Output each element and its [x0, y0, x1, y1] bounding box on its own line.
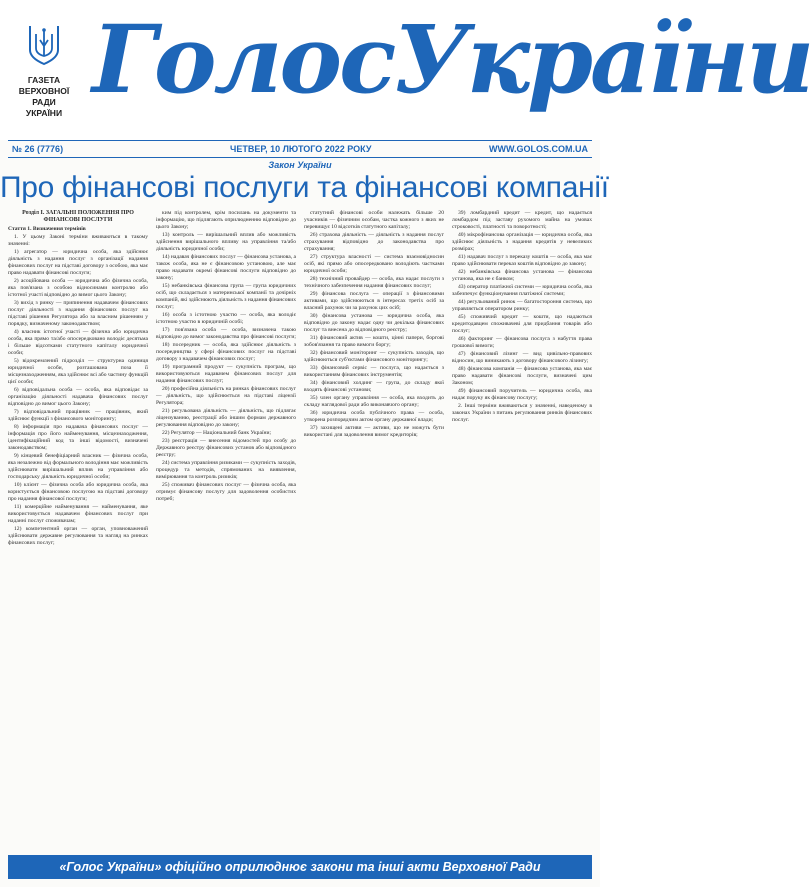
- article-paragraph: Розділ I. ЗАГАЛЬНІ ПОЛОЖЕННЯ ПРО ФІНАНСОВІ ПОСЛУГИ: [22, 210, 134, 223]
- text-column: [156, 210, 296, 850]
- publisher-line: УКРАЇНИ: [25, 108, 63, 118]
- article-paragraph: 41) надавач послуг з переказу коштів — особа, яка має право здійснювати переказ коштів відповідно до закону;: [452, 254, 592, 267]
- article-paragraph: 17) пов'язана особа — особа, визначена такою відповідно до вимог законодавства про фінансові послуги;: [156, 327, 296, 340]
- article-paragraph: 1) агрегатор — юридична особа, яка здійснює діяльність з надання послуг з організації надання фінансових послуг на підставі договору з особою, яка має право надавати фінансові послуги;: [8, 249, 148, 276]
- article-paragraph: 12) компетентний орган — орган, уповноважений здійснювати державне регулювання та нагляд на ринках фінансових послуг;: [8, 526, 148, 546]
- article-paragraph: 45) споживчий кредит — кошти, що надаються кредитодавцем споживачеві для придбання товарів або послуг;: [452, 314, 592, 334]
- article-paragraph: 2) асоційована особа — юридична або фізична особа, яка пов'язана з особою відносинами контролю або істотної участі відповідно до вимог цього Закону;: [8, 278, 148, 298]
- article-paragraph: 49) фінансовий поручитель — юридична особа, яка надає поруку як фінансову послугу;: [452, 388, 592, 401]
- article-paragraph: 10) клієнт — фізична особа або юридична особа, яка користується фінансовою послугою на підставі договору про надання фінансової послуги;: [8, 482, 148, 502]
- article-paragraph: 20) професійна діяльність на ринках фінансових послуг — діяльність, що здійснюється на підставі ліцензії Регулятора;: [156, 386, 296, 406]
- article-paragraph: 46) факторинг — фінансова послуга з набуття права грошової вимоги;: [452, 336, 592, 349]
- article-body: [8, 210, 592, 850]
- article-paragraph: 24) система управління ризиками — сукупність заходів, процедур та методів, спрямованих на виявлення, вимірювання та контроль ризиків;: [156, 460, 296, 480]
- article-paragraph: 28) технічний провайдер — особа, яка надає послуги з технічного забезпечення надання фінансових послуг;: [304, 276, 444, 289]
- article-paragraph: 36) юридична особа публічного права — особа, утворена розпорядчим актом органу державної влади;: [304, 410, 444, 423]
- article-paragraph: 18) посередник — особа, яка здійснює діяльність з посередництва у сфері фінансових послуг на підставі договору з надавачем фінансових послуг;: [156, 342, 296, 362]
- article-paragraph: 19) програмний продукт — сукупність програм, що використовуються надавачем фінансових послуг для надання фінансових послуг;: [156, 364, 296, 384]
- newspaper-logo: ГолосУкраїни: [92, 5, 811, 115]
- text-column: [304, 210, 444, 850]
- article-paragraph: 6) відповідальна особа — особа, яка відповідає за організацію діяльності надавача фінансових послуг відповідно до вимог цього Закону;: [8, 387, 148, 407]
- article-paragraph: 39) ломбардний кредит — кредит, що надається ломбардом під заставу рухомого майна на умовах строковості, платності та поворотності;: [452, 210, 592, 230]
- article-paragraph: 33) фінансовий сервіс — послуга, що надається з використанням фінансових інструментів;: [304, 365, 444, 378]
- website-link[interactable]: WWW.GOLOS.COM.UA: [489, 144, 588, 154]
- article-paragraph: 9) кінцевий бенефіціарний власник — фізична особа, яка незалежно від формального володіння має можливість здійснювати вирішальний вплив на управління або господарську діяльність юридичної особи;: [8, 453, 148, 480]
- article-paragraph: Стаття 1. Визначення термінів: [8, 226, 86, 232]
- article-paragraph: 7) відповідальний працівник — працівник, який здійснює функції з фінансового моніторингу;: [8, 409, 148, 422]
- article-paragraph: 23) реєстрація — внесення відомостей про особу до Державного реєстру фінансових установ або відповідного реєстру;: [156, 438, 296, 458]
- article-paragraph: 11) комерційне найменування — найменування, яке використовується надавачем фінансових послуг при наданні послуг споживачам;: [8, 504, 148, 524]
- article-paragraph: 26) страхова діяльність — діяльність з надання послуг страхування відповідно до законодавства про страхування;: [304, 232, 444, 252]
- article-paragraph: 22) Регулятор — Національний банк України;: [162, 430, 272, 436]
- article-paragraph: 25) споживач фінансових послуг — фізична особа, яка отримує фінансову послугу для задоволення особистих потреб;: [156, 482, 296, 502]
- article-paragraph: 2. Інші терміни вживаються у значенні, наведеному в законах України з питань регулювання ринків фінансових послуг.: [452, 403, 592, 423]
- article-paragraph: 31) фінансовий актив — кошти, цінні папери, боргові зобов'язання та право вимоги боргу;: [304, 335, 444, 348]
- dateline-bar: [8, 140, 592, 158]
- article-paragraph: 15) небанківська фінансова група — група юридичних осіб, що складається з материнської компанії та дочірніх компаній, які здійснюють діяльність з надання фінансових послуг;: [156, 283, 296, 310]
- article-paragraph: 34) фінансовий холдинг — група, до складу якої входять фінансові установи;: [304, 380, 444, 393]
- article-paragraph: 8) інформація про надавача фінансових послуг — інформація про його найменування, місцезнаходження, ідентифікаційний код та інші відомості, визначені законодавством;: [8, 424, 148, 451]
- article-paragraph: 3) вихід з ринку — припинення надавачем фінансових послуг діяльності з надання фінансових послуг на підставі рішення Регулятора або за власним рішенням у порядку, визначеному законодавством;: [8, 300, 148, 327]
- article-paragraph: 48) фінансова компанія — фінансова установа, яка має право надавати фінансові послуги, визначені цим Законом;: [452, 366, 592, 386]
- article-paragraph: 35) член органу управління — особа, яка входить до складу наглядової ради або виконавчого органу;: [304, 395, 444, 408]
- issue-number: № 26 (7776): [12, 144, 64, 154]
- article-paragraph: 13) контроль — вирішальний вплив або можливість здійснення вирішального впливу на управління та/або діяльність юридичної особи;: [156, 232, 296, 252]
- rubric-label: Закон України: [268, 160, 332, 170]
- article-paragraph: 37) захищені активи — активи, що не можуть бути використані для задоволення вимог кредиторів;: [304, 425, 444, 438]
- publisher-line: ВЕРХОВНОЇ РАДИ: [18, 86, 70, 107]
- article-paragraph: 14) надавач фінансових послуг — фінансова установа, а також особа, яка не є фінансовою установою, але має право надавати окремі фінансові послуги відповідно до закону;: [156, 254, 296, 281]
- article-paragraph: 47) фінансовий лізинг — вид цивільно-правових відносин, що виникають з договору фінансового лізингу;: [452, 351, 592, 364]
- article-paragraph: 42) небанківська фінансова установа — фінансова установа, яка не є банком;: [452, 269, 592, 282]
- article-paragraph: 29) фінансова послуга — операції з фінансовими активами, що здійснюються в інтересах третіх осіб за власний рахунок чи за рахунок цих осіб;: [304, 291, 444, 311]
- publisher-line: ГАЗЕТА: [27, 75, 61, 85]
- article-paragraph: 32) фінансовий моніторинг — сукупність заходів, що здійснюються суб'єктами фінансового моніторингу;: [304, 350, 444, 363]
- article-paragraph: 30) фінансова установа — юридична особа, яка відповідно до закону надає одну чи декілька фінансових послуг та внесена до відповідного реєстру;: [304, 313, 444, 333]
- trident-emblem-icon: [26, 22, 62, 66]
- masthead: [0, 0, 811, 140]
- publisher-label: [6, 75, 82, 119]
- article-paragraph: 43) оператор платіжної системи — юридична особа, яка забезпечує функціонування платіжної системи;: [452, 284, 592, 297]
- article-paragraph: ким під контролем, крім посилань на документи та інформацію, що підлягають оприлюдненню відповідно до цього Закону;: [156, 210, 296, 230]
- article-paragraph: 5) відокремлений підрозділ — структурна одиниця юридичної особи, розташована поза її місцезнаходженням, яка здійснює всі або частину функцій цієї особи;: [8, 358, 148, 385]
- article-paragraph: статутний фінансові особи належать більше 20 учасників — фізичним особам, частка кожного з яких не перевищує 10 відсотків статутного капіталу;: [304, 210, 444, 230]
- article-paragraph: 16) особа з істотною участю — особа, яка володіє істотною участю в юридичній особі;: [156, 312, 296, 325]
- article-paragraph: 1. У цьому Законі терміни вживаються в такому значенні:: [8, 234, 148, 247]
- text-column: [8, 210, 148, 850]
- article-title: Про фінансові послуги та фінансові компанії: [0, 171, 609, 204]
- article-paragraph: 27) структура власності — система взаємовідносин осіб, які прямо або опосередковано володіють частками юридичної особи;: [304, 254, 444, 274]
- article-paragraph: 4) власник істотної участі — фізична або юридична особа, яка прямо та/або опосередковано володіє десятьма і більше відсотками статутного капіталу юридичної особи;: [8, 329, 148, 356]
- article-paragraph: 44) регульований ринок — багатостороння система, що управляється оператором ринку;: [452, 299, 592, 312]
- issue-date: ЧЕТВЕР, 10 ЛЮТОГО 2022 РОКУ: [230, 144, 372, 154]
- article-paragraph: 40) мікрофінансова організація — юридична особа, яка здійснює діяльність з надання кредитів у невеликих розмірах;: [452, 232, 592, 252]
- article-paragraph: 21) регульована діяльність — діяльність, що підлягає ліцензуванню, реєстрації або іншим формам державного регулювання відповідно до закону;: [156, 408, 296, 428]
- footer-banner: «Голос України» офіційно оприлюднює закони та інші акти Верховної Ради: [8, 855, 592, 879]
- text-column: [452, 210, 592, 850]
